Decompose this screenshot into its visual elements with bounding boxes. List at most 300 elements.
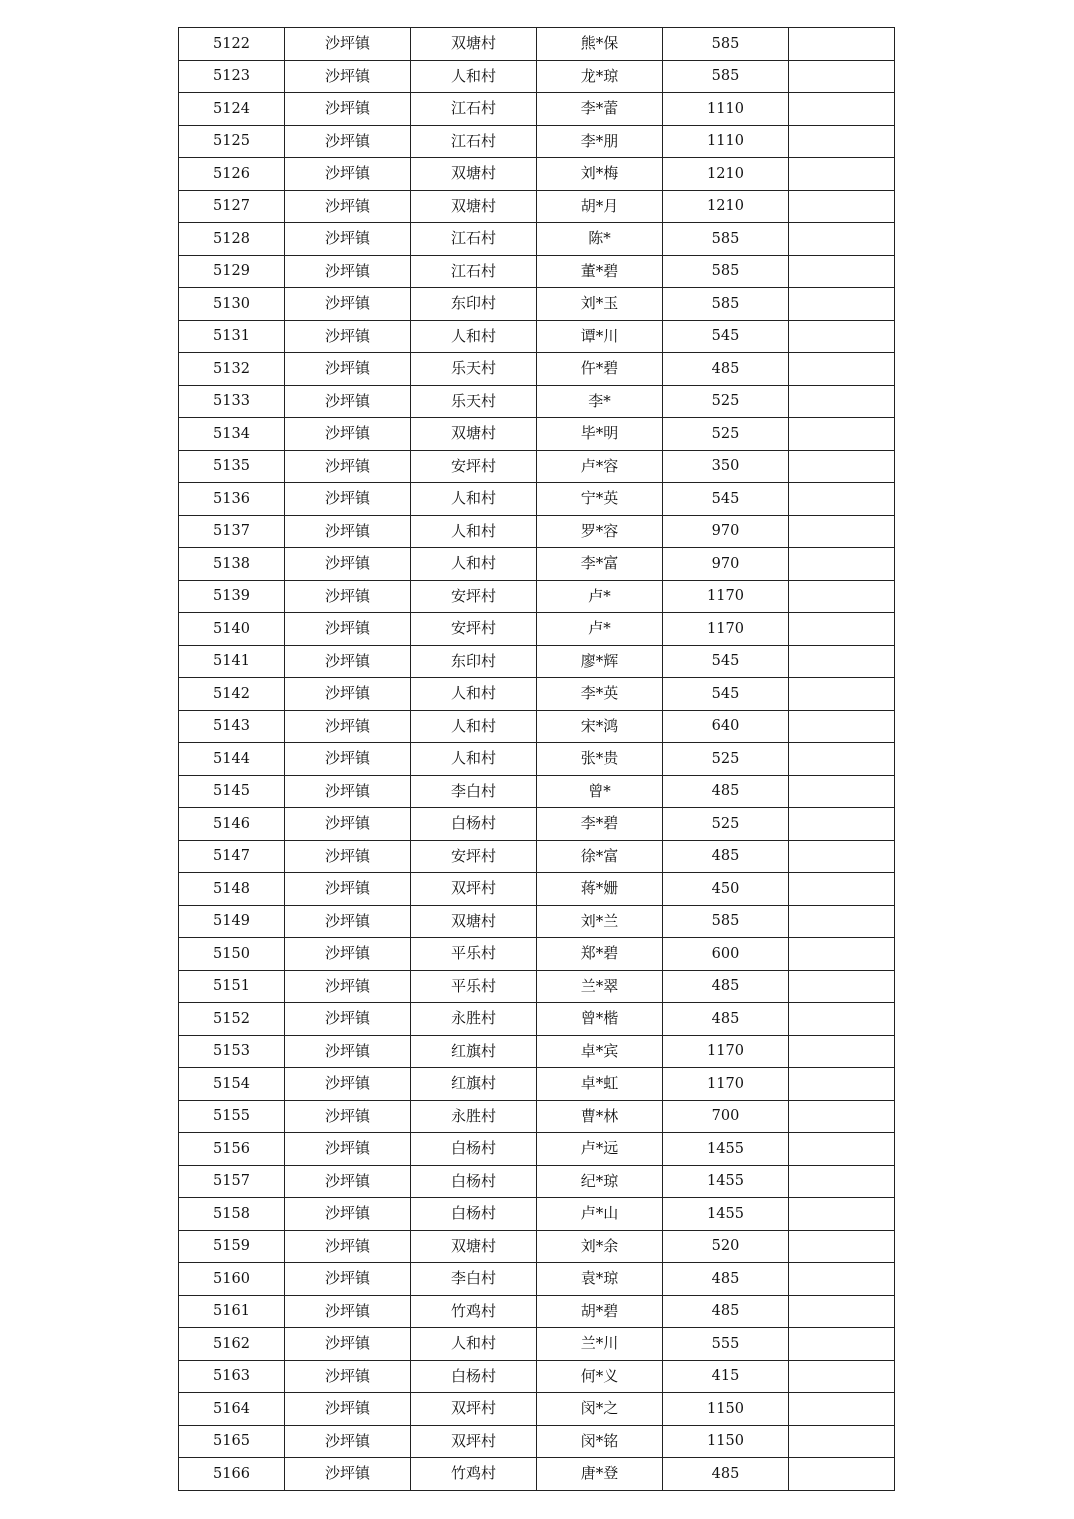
cell-note <box>789 1003 895 1036</box>
table-row <box>179 873 895 906</box>
cell-person-name: 曹*林 <box>537 1100 663 1133</box>
cell-person-name: 李*碧 <box>537 808 663 841</box>
cell-serial-number: 5124 <box>179 93 285 126</box>
cell-amount: 525 <box>663 385 789 418</box>
cell-note <box>789 710 895 743</box>
table-row <box>179 125 895 158</box>
cell-serial-number: 5130 <box>179 288 285 321</box>
cell-person-name: 兰*翠 <box>537 970 663 1003</box>
table-row <box>179 645 895 678</box>
table-row <box>179 678 895 711</box>
table-row <box>179 1068 895 1101</box>
cell-person-name: 龙*琼 <box>537 60 663 93</box>
cell-person-name: 卓*宾 <box>537 1035 663 1068</box>
cell-note <box>789 580 895 613</box>
table-row <box>179 60 895 93</box>
cell-person-name: 张*贵 <box>537 743 663 776</box>
cell-village: 双塘村 <box>411 1230 537 1263</box>
cell-person-name: 曾* <box>537 775 663 808</box>
cell-serial-number: 5151 <box>179 970 285 1003</box>
cell-person-name: 卢*山 <box>537 1198 663 1231</box>
cell-note <box>789 548 895 581</box>
cell-town: 沙坪镇 <box>285 255 411 288</box>
cell-person-name: 卓*虹 <box>537 1068 663 1101</box>
cell-note <box>789 1295 895 1328</box>
cell-village: 人和村 <box>411 548 537 581</box>
table-row <box>179 288 895 321</box>
cell-person-name: 李*富 <box>537 548 663 581</box>
table-row <box>179 970 895 1003</box>
cell-note <box>789 320 895 353</box>
table-row <box>179 28 895 61</box>
cell-village: 人和村 <box>411 483 537 516</box>
cell-person-name: 胡*碧 <box>537 1295 663 1328</box>
table-row <box>179 450 895 483</box>
cell-person-name: 李*蕾 <box>537 93 663 126</box>
table-row <box>179 158 895 191</box>
cell-person-name: 陈* <box>537 223 663 256</box>
cell-person-name: 刘*余 <box>537 1230 663 1263</box>
cell-note <box>789 1068 895 1101</box>
cell-town: 沙坪镇 <box>285 645 411 678</box>
cell-person-name: 罗*容 <box>537 515 663 548</box>
cell-town: 沙坪镇 <box>285 418 411 451</box>
cell-person-name: 仵*碧 <box>537 353 663 386</box>
cell-note <box>789 450 895 483</box>
cell-person-name: 卢*容 <box>537 450 663 483</box>
cell-village: 江石村 <box>411 223 537 256</box>
cell-serial-number: 5159 <box>179 1230 285 1263</box>
cell-serial-number: 5122 <box>179 28 285 61</box>
cell-village: 白杨村 <box>411 1133 537 1166</box>
cell-village: 安坪村 <box>411 613 537 646</box>
cell-serial-number: 5126 <box>179 158 285 191</box>
cell-note <box>789 1458 895 1491</box>
table-row <box>179 320 895 353</box>
cell-town: 沙坪镇 <box>285 1263 411 1296</box>
cell-person-name: 何*义 <box>537 1360 663 1393</box>
cell-note <box>789 1360 895 1393</box>
cell-amount: 1150 <box>663 1425 789 1458</box>
cell-note <box>789 1035 895 1068</box>
cell-town: 沙坪镇 <box>285 905 411 938</box>
cell-amount: 585 <box>663 905 789 938</box>
cell-serial-number: 5131 <box>179 320 285 353</box>
cell-serial-number: 5165 <box>179 1425 285 1458</box>
cell-person-name: 兰*川 <box>537 1328 663 1361</box>
data-table <box>178 27 895 1491</box>
cell-person-name: 徐*富 <box>537 840 663 873</box>
cell-amount: 1210 <box>663 190 789 223</box>
cell-serial-number: 5132 <box>179 353 285 386</box>
cell-town: 沙坪镇 <box>285 28 411 61</box>
cell-person-name: 蒋*姗 <box>537 873 663 906</box>
table-row <box>179 710 895 743</box>
cell-town: 沙坪镇 <box>285 1133 411 1166</box>
table-row <box>179 1425 895 1458</box>
table-row <box>179 515 895 548</box>
cell-amount: 450 <box>663 873 789 906</box>
cell-person-name: 郑*碧 <box>537 938 663 971</box>
cell-town: 沙坪镇 <box>285 385 411 418</box>
cell-town: 沙坪镇 <box>285 1295 411 1328</box>
cell-serial-number: 5129 <box>179 255 285 288</box>
cell-village: 平乐村 <box>411 970 537 1003</box>
cell-note <box>789 775 895 808</box>
cell-village: 永胜村 <box>411 1100 537 1133</box>
cell-amount: 1455 <box>663 1133 789 1166</box>
cell-amount: 525 <box>663 808 789 841</box>
cell-town: 沙坪镇 <box>285 515 411 548</box>
table-row <box>179 1165 895 1198</box>
table-row <box>179 190 895 223</box>
cell-serial-number: 5140 <box>179 613 285 646</box>
table-row <box>179 1100 895 1133</box>
cell-village: 白杨村 <box>411 1198 537 1231</box>
cell-person-name: 董*碧 <box>537 255 663 288</box>
table-row <box>179 1230 895 1263</box>
cell-town: 沙坪镇 <box>285 840 411 873</box>
cell-amount: 1455 <box>663 1165 789 1198</box>
cell-village: 白杨村 <box>411 1165 537 1198</box>
table-row <box>179 483 895 516</box>
cell-note <box>789 1425 895 1458</box>
cell-town: 沙坪镇 <box>285 808 411 841</box>
cell-serial-number: 5127 <box>179 190 285 223</box>
cell-village: 乐天村 <box>411 385 537 418</box>
cell-amount: 545 <box>663 320 789 353</box>
table-row <box>179 93 895 126</box>
cell-village: 乐天村 <box>411 353 537 386</box>
cell-person-name: 卢* <box>537 613 663 646</box>
cell-amount: 545 <box>663 483 789 516</box>
cell-note <box>789 255 895 288</box>
cell-town: 沙坪镇 <box>285 1360 411 1393</box>
cell-serial-number: 5136 <box>179 483 285 516</box>
cell-amount: 485 <box>663 1458 789 1491</box>
cell-amount: 485 <box>663 1263 789 1296</box>
cell-person-name: 闵*之 <box>537 1393 663 1426</box>
cell-town: 沙坪镇 <box>285 1100 411 1133</box>
cell-village: 安坪村 <box>411 450 537 483</box>
cell-amount: 640 <box>663 710 789 743</box>
cell-person-name: 李*英 <box>537 678 663 711</box>
cell-village: 双坪村 <box>411 873 537 906</box>
cell-amount: 585 <box>663 60 789 93</box>
cell-note <box>789 1328 895 1361</box>
cell-village: 双塘村 <box>411 418 537 451</box>
cell-town: 沙坪镇 <box>285 970 411 1003</box>
cell-note <box>789 1393 895 1426</box>
cell-town: 沙坪镇 <box>285 320 411 353</box>
cell-person-name: 毕*明 <box>537 418 663 451</box>
cell-person-name: 谭*川 <box>537 320 663 353</box>
cell-note <box>789 1100 895 1133</box>
cell-serial-number: 5160 <box>179 1263 285 1296</box>
cell-town: 沙坪镇 <box>285 1035 411 1068</box>
cell-serial-number: 5146 <box>179 808 285 841</box>
cell-person-name: 刘*玉 <box>537 288 663 321</box>
cell-note <box>789 515 895 548</box>
cell-serial-number: 5135 <box>179 450 285 483</box>
cell-village: 人和村 <box>411 678 537 711</box>
cell-town: 沙坪镇 <box>285 1198 411 1231</box>
cell-village: 双塘村 <box>411 190 537 223</box>
cell-note <box>789 1230 895 1263</box>
table-row <box>179 775 895 808</box>
cell-village: 东印村 <box>411 645 537 678</box>
table-row <box>179 1035 895 1068</box>
cell-serial-number: 5125 <box>179 125 285 158</box>
cell-note <box>789 970 895 1003</box>
cell-village: 江石村 <box>411 93 537 126</box>
cell-serial-number: 5143 <box>179 710 285 743</box>
table-row <box>179 548 895 581</box>
cell-person-name: 宁*英 <box>537 483 663 516</box>
cell-note <box>789 223 895 256</box>
cell-town: 沙坪镇 <box>285 223 411 256</box>
cell-town: 沙坪镇 <box>285 158 411 191</box>
cell-person-name: 刘*兰 <box>537 905 663 938</box>
cell-amount: 485 <box>663 970 789 1003</box>
table-row <box>179 255 895 288</box>
cell-note <box>789 613 895 646</box>
cell-town: 沙坪镇 <box>285 580 411 613</box>
table-row <box>179 1263 895 1296</box>
cell-person-name: 宋*鸿 <box>537 710 663 743</box>
cell-person-name: 李*朋 <box>537 125 663 158</box>
table-row <box>179 905 895 938</box>
cell-amount: 585 <box>663 255 789 288</box>
cell-village: 安坪村 <box>411 840 537 873</box>
cell-note <box>789 808 895 841</box>
cell-serial-number: 5137 <box>179 515 285 548</box>
cell-person-name: 闵*铭 <box>537 1425 663 1458</box>
cell-town: 沙坪镇 <box>285 710 411 743</box>
table-row <box>179 1393 895 1426</box>
cell-note <box>789 288 895 321</box>
cell-serial-number: 5166 <box>179 1458 285 1491</box>
table-row <box>179 808 895 841</box>
cell-village: 永胜村 <box>411 1003 537 1036</box>
cell-village: 安坪村 <box>411 580 537 613</box>
cell-note <box>789 385 895 418</box>
cell-serial-number: 5154 <box>179 1068 285 1101</box>
table-row <box>179 580 895 613</box>
cell-note <box>789 28 895 61</box>
cell-note <box>789 873 895 906</box>
cell-serial-number: 5156 <box>179 1133 285 1166</box>
cell-serial-number: 5152 <box>179 1003 285 1036</box>
cell-town: 沙坪镇 <box>285 1393 411 1426</box>
cell-village: 双塘村 <box>411 905 537 938</box>
cell-amount: 525 <box>663 743 789 776</box>
cell-note <box>789 158 895 191</box>
cell-village: 双塘村 <box>411 158 537 191</box>
cell-village: 红旗村 <box>411 1068 537 1101</box>
cell-person-name: 卢* <box>537 580 663 613</box>
cell-village: 平乐村 <box>411 938 537 971</box>
cell-town: 沙坪镇 <box>285 775 411 808</box>
cell-town: 沙坪镇 <box>285 873 411 906</box>
cell-amount: 485 <box>663 1003 789 1036</box>
cell-amount: 600 <box>663 938 789 971</box>
cell-note <box>789 125 895 158</box>
cell-note <box>789 1263 895 1296</box>
cell-village: 人和村 <box>411 515 537 548</box>
cell-serial-number: 5162 <box>179 1328 285 1361</box>
table-row <box>179 1295 895 1328</box>
cell-person-name: 熊*保 <box>537 28 663 61</box>
table-row <box>179 418 895 451</box>
cell-town: 沙坪镇 <box>285 743 411 776</box>
cell-amount: 1170 <box>663 580 789 613</box>
cell-town: 沙坪镇 <box>285 450 411 483</box>
cell-serial-number: 5161 <box>179 1295 285 1328</box>
cell-serial-number: 5163 <box>179 1360 285 1393</box>
cell-town: 沙坪镇 <box>285 548 411 581</box>
cell-note <box>789 1165 895 1198</box>
cell-amount: 555 <box>663 1328 789 1361</box>
cell-village: 竹鸡村 <box>411 1458 537 1491</box>
table-row <box>179 1133 895 1166</box>
cell-person-name: 廖*辉 <box>537 645 663 678</box>
cell-note <box>789 60 895 93</box>
cell-serial-number: 5141 <box>179 645 285 678</box>
cell-serial-number: 5155 <box>179 1100 285 1133</box>
cell-amount: 525 <box>663 418 789 451</box>
cell-amount: 1170 <box>663 1068 789 1101</box>
cell-amount: 700 <box>663 1100 789 1133</box>
cell-note <box>789 353 895 386</box>
cell-note <box>789 645 895 678</box>
cell-note <box>789 1133 895 1166</box>
cell-note <box>789 483 895 516</box>
cell-amount: 1170 <box>663 1035 789 1068</box>
table-row <box>179 938 895 971</box>
cell-town: 沙坪镇 <box>285 613 411 646</box>
cell-town: 沙坪镇 <box>285 288 411 321</box>
table-row <box>179 1360 895 1393</box>
cell-serial-number: 5138 <box>179 548 285 581</box>
cell-amount: 545 <box>663 645 789 678</box>
cell-village: 人和村 <box>411 60 537 93</box>
table-row <box>179 223 895 256</box>
cell-amount: 970 <box>663 515 789 548</box>
cell-amount: 1210 <box>663 158 789 191</box>
cell-person-name: 刘*梅 <box>537 158 663 191</box>
cell-amount: 350 <box>663 450 789 483</box>
cell-serial-number: 5133 <box>179 385 285 418</box>
cell-amount: 520 <box>663 1230 789 1263</box>
cell-serial-number: 5149 <box>179 905 285 938</box>
cell-town: 沙坪镇 <box>285 1230 411 1263</box>
table-row <box>179 743 895 776</box>
cell-village: 双坪村 <box>411 1393 537 1426</box>
cell-town: 沙坪镇 <box>285 1328 411 1361</box>
cell-serial-number: 5128 <box>179 223 285 256</box>
cell-town: 沙坪镇 <box>285 93 411 126</box>
cell-amount: 1110 <box>663 93 789 126</box>
cell-town: 沙坪镇 <box>285 1165 411 1198</box>
cell-amount: 585 <box>663 28 789 61</box>
cell-village: 白杨村 <box>411 808 537 841</box>
cell-village: 双塘村 <box>411 28 537 61</box>
cell-note <box>789 743 895 776</box>
cell-serial-number: 5145 <box>179 775 285 808</box>
cell-serial-number: 5134 <box>179 418 285 451</box>
cell-note <box>789 1198 895 1231</box>
cell-note <box>789 678 895 711</box>
cell-town: 沙坪镇 <box>285 353 411 386</box>
table-row <box>179 353 895 386</box>
cell-person-name: 唐*登 <box>537 1458 663 1491</box>
cell-village: 人和村 <box>411 320 537 353</box>
cell-serial-number: 5157 <box>179 1165 285 1198</box>
cell-person-name: 曾*楷 <box>537 1003 663 1036</box>
table-row <box>179 840 895 873</box>
cell-serial-number: 5158 <box>179 1198 285 1231</box>
cell-serial-number: 5148 <box>179 873 285 906</box>
cell-note <box>789 190 895 223</box>
cell-town: 沙坪镇 <box>285 1068 411 1101</box>
cell-amount: 1110 <box>663 125 789 158</box>
cell-amount: 485 <box>663 1295 789 1328</box>
cell-village: 人和村 <box>411 1328 537 1361</box>
cell-serial-number: 5144 <box>179 743 285 776</box>
cell-serial-number: 5139 <box>179 580 285 613</box>
cell-village: 李白村 <box>411 775 537 808</box>
cell-village: 竹鸡村 <box>411 1295 537 1328</box>
cell-amount: 485 <box>663 775 789 808</box>
cell-serial-number: 5123 <box>179 60 285 93</box>
cell-amount: 485 <box>663 840 789 873</box>
cell-note <box>789 840 895 873</box>
cell-serial-number: 5142 <box>179 678 285 711</box>
cell-town: 沙坪镇 <box>285 678 411 711</box>
cell-amount: 1150 <box>663 1393 789 1426</box>
cell-village: 双坪村 <box>411 1425 537 1458</box>
table-row <box>179 1458 895 1491</box>
table-row <box>179 613 895 646</box>
cell-town: 沙坪镇 <box>285 125 411 158</box>
cell-serial-number: 5164 <box>179 1393 285 1426</box>
cell-person-name: 纪*琼 <box>537 1165 663 1198</box>
cell-note <box>789 418 895 451</box>
cell-person-name: 胡*月 <box>537 190 663 223</box>
cell-village: 江石村 <box>411 125 537 158</box>
cell-village: 李白村 <box>411 1263 537 1296</box>
table-row <box>179 1198 895 1231</box>
table-row <box>179 1328 895 1361</box>
cell-village: 红旗村 <box>411 1035 537 1068</box>
cell-town: 沙坪镇 <box>285 1003 411 1036</box>
cell-person-name: 李* <box>537 385 663 418</box>
cell-serial-number: 5147 <box>179 840 285 873</box>
cell-village: 江石村 <box>411 255 537 288</box>
cell-amount: 970 <box>663 548 789 581</box>
cell-town: 沙坪镇 <box>285 483 411 516</box>
cell-town: 沙坪镇 <box>285 1458 411 1491</box>
cell-amount: 485 <box>663 353 789 386</box>
cell-village: 东印村 <box>411 288 537 321</box>
cell-village: 白杨村 <box>411 1360 537 1393</box>
table-row <box>179 385 895 418</box>
cell-amount: 1455 <box>663 1198 789 1231</box>
cell-town: 沙坪镇 <box>285 938 411 971</box>
cell-village: 人和村 <box>411 710 537 743</box>
cell-amount: 585 <box>663 288 789 321</box>
